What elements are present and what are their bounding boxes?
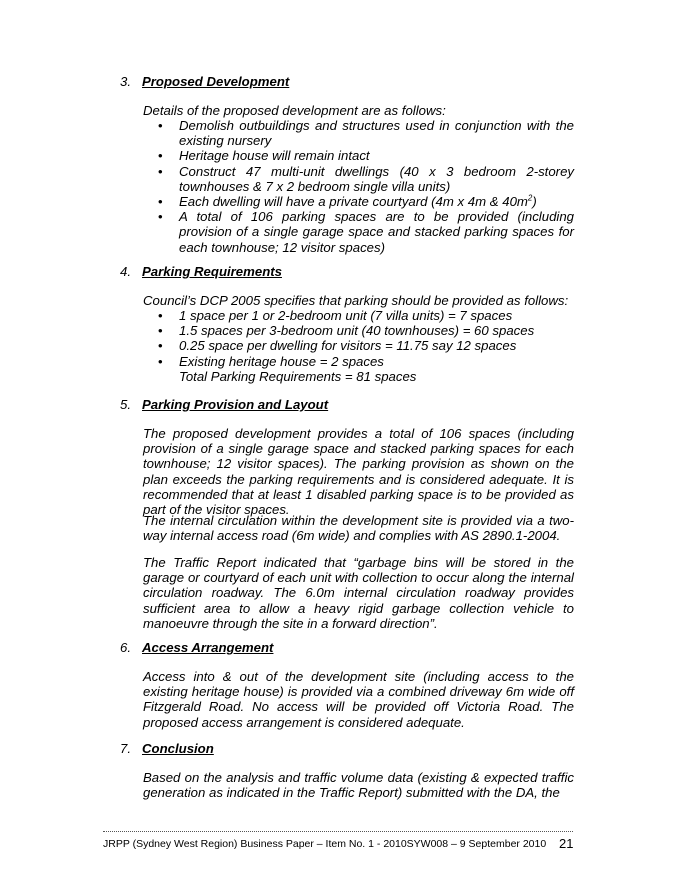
paragraph: Access into & out of the development site (including access to the existing heritage house) is provided via a combined driveway 6m wide off Fitzgerald Road. No access will be provided off Victoria Road. The proposed access arrangement is considered adequate.: [143, 669, 574, 730]
footer-divider: [103, 831, 573, 832]
paragraph: The proposed development provides a total of 106 spaces (including provision of a single garage space and stacked parking spaces for each townhouse; 12 visitor spaces). The parking provision as shown on the plan exceeds the parking requirements and is considered adequate. It is recommended that at least 1 disabled parking space is to be provided as part of the visitor spaces.: [143, 426, 574, 518]
superscript: 2: [527, 193, 533, 203]
section-heading-parking-provision: [120, 397, 328, 413]
section-intro: Council’s DCP 2005 specifies that parking should be provided as follows:: [143, 293, 569, 308]
list-item: • Heritage house will remain intact: [158, 148, 370, 164]
bullet-list-proposed-development: [143, 118, 574, 255]
section-heading-conclusion: [120, 741, 214, 757]
page-number: 21: [559, 836, 574, 851]
list-item: • Demolish outbuildings and structures used in conjunction with the existing nursery: [158, 118, 574, 149]
section-number: 6.: [120, 640, 131, 655]
section-heading-parking-requirements: [120, 264, 282, 280]
section-number: 5.: [120, 397, 131, 412]
paragraph: The internal circulation within the development site is provided via a two-way internal access road (6m wide) and complies with AS 2890.1-2004.: [143, 513, 574, 544]
section-title: Parking Provision and Layout: [142, 397, 329, 412]
footer-text: JRPP (Sydney West Region) Business Paper – Item No. 1 - 2010SYW008 – 9 September 2010: [103, 838, 547, 850]
list-item: • Existing heritage house = 2 spaces Total Parking Requirements = 81 spaces: [143, 354, 574, 384]
section-number: 4.: [120, 264, 131, 279]
section-title: Parking Requirements: [142, 264, 282, 279]
list-item: • 0.25 space per dwelling for visitors = 11.75 say 12 spaces: [158, 338, 517, 354]
section-title: Access Arrangement: [142, 640, 274, 655]
section-number: 3.: [120, 74, 131, 89]
section-intro: Details of the proposed development are as follows:: [143, 103, 446, 118]
section-title: Proposed Development: [142, 74, 290, 89]
list-item: • 1.5 spaces per 3-bedroom unit (40 townhouses) = 60 spaces: [158, 323, 535, 339]
list-item: • 1 space per 1 or 2-bedroom unit (7 villa units) = 7 spaces: [158, 308, 513, 323]
section-heading-proposed-development: [120, 74, 289, 90]
total-parking-line: Total Parking Requirements = 81 spaces: [179, 368, 417, 384]
section-heading-access-arrangement: [120, 640, 273, 656]
paragraph: Based on the analysis and traffic volume data (existing & expected traffic generation as indicated in the Traffic Report) submitted with the DA, the: [143, 770, 574, 801]
section-title: Conclusion: [142, 741, 214, 756]
list-item: • Construct 47 multi-unit dwellings (40 x 3 bedroom 2-storey townhouses & 7 x 2 bedroom single villa units): [158, 163, 574, 194]
list-item: • A total of 106 parking spaces are to be provided (including provision of a single garage space and stacked parking spaces for each townhouse; 12 visitor spaces): [158, 209, 574, 255]
list-item: • Each dwelling will have a private courtyard (4m x 4m & $40m^2$): [158, 193, 537, 210]
section-number: 7.: [120, 741, 131, 756]
bullet-list-parking-requirements: [143, 308, 574, 384]
paragraph: The Traffic Report indicated that “garbage bins will be stored in the garage or courtyard of each unit with collection to occur along the internal circulation roadway. The 6.0m internal circulation roadway provides sufficient area to allow a heavy rigid garbage collection vehicle to manoeuvre through the site in a forward direction”.: [143, 555, 574, 631]
